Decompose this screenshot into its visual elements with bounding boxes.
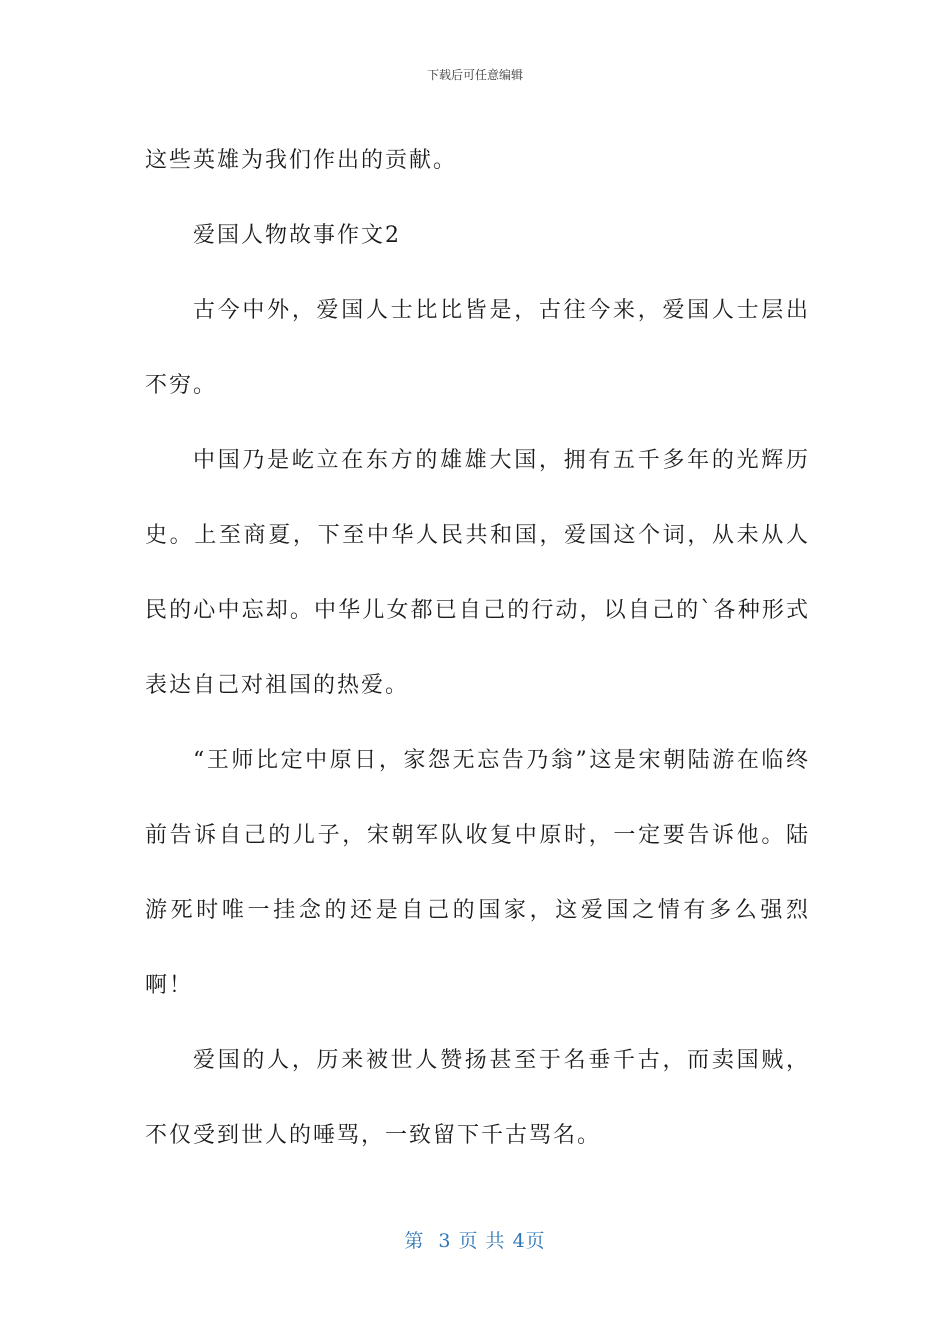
paragraph-1: 这些英雄为我们作出的贡献。 [145, 148, 458, 173]
page-header-note: 下载后可任意编辑 [426, 68, 523, 82]
page-number-footer [0, 1226, 950, 1253]
document-body [145, 123, 810, 1173]
paragraph-2-heading: 爱国人物故事作文2 [193, 223, 401, 248]
paragraph-5: “王师比定中原日，家怨无忘告乃翁”这是宋朝陆游在临终前告诉自己的儿子，宋朝军队收复中原时，一定要告诉他。陆游死时唯一挂念的还是自己的国家，这爱国之情有多么强烈啊！ [145, 748, 810, 998]
paragraph-3: 古今中外，爱国人士比比皆是，古往今来，爱国人士层出不穷。 [145, 298, 810, 398]
page-number-label: 第 3 页 共 4页 [404, 1230, 546, 1252]
paragraph-4: 中国乃是屹立在东方的雄雄大国，拥有五千多年的光辉历史。上至商夏，下至中华人民共和国，爱国这个词，从未从人民的心中忘却。中华儿女都已自己的行动，以自己的`各种形式表达自己对祖国的热爱。 [145, 448, 810, 698]
paragraph-6: 爱国的人，历来被世人赞扬甚至于名垂千古，而卖国贼，不仅受到世人的唾骂，一致留下千古骂名。 [145, 1048, 810, 1148]
